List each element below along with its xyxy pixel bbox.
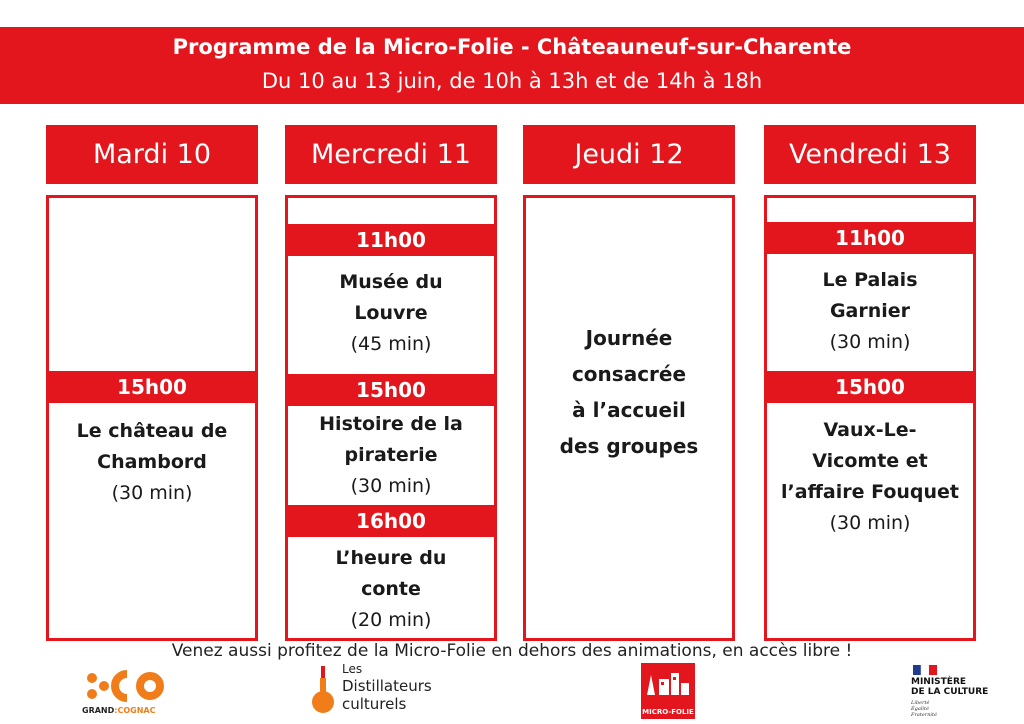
event-title: L’heure du [335,547,447,569]
distillateurs-text: Les [342,662,363,676]
page-title: Programme de la Micro-Folie - Châteauneuf-sur-Charente [172,35,852,59]
day-note-line: Journée [585,326,673,350]
footer-text: Venez aussi profitez de la Micro-Folie en dehors des animations, en accès libre ! [171,641,853,661]
day-note-line: des groupes [559,434,699,458]
ministere-culture-logo [907,663,997,721]
time-slot-badge: 11h00 [285,224,497,256]
motto-text: Liberté [911,700,930,706]
event-title: piraterie [344,444,438,466]
page-subtitle: Du 10 au 13 juin, de 10h à 13h et de 14h à 18h [261,69,763,93]
event-title: Vicomte et [812,450,928,472]
day-header-mardi: Mardi 10 [46,125,258,184]
time-slot-badge: 16h00 [285,505,497,537]
micro-folie-text: MICRO-FOLIE [642,708,694,716]
event-duration: (30 min) [829,331,911,353]
time-slot-badge: 15h00 [764,371,976,403]
micro-folie-logo [641,663,695,719]
event-title: Histoire de la [319,413,463,435]
ministere-text: MINISTÈRE [911,677,967,687]
event-block [288,409,494,502]
french-flag-icon [913,665,937,675]
event-title: Garnier [829,300,911,322]
event-title: l’affaire Fouquet [780,481,960,503]
day-note-line: consacrée [571,362,687,386]
ministere-text: DE LA CULTURE [911,687,989,697]
motto-text: Égalité [911,706,929,712]
event-title: conte [361,578,421,600]
header-banner [0,27,1024,104]
grand-cognac-text-accent: COGNAC [117,706,156,715]
event-duration: (30 min) [829,512,911,534]
motto-text: Fraternité [911,712,937,718]
event-title: Musée du [339,271,443,293]
event-block [767,265,973,358]
day-note-line: à l’accueil [572,398,686,422]
distillateurs-text: Distillateurs [342,677,432,695]
event-title: Chambord [97,451,207,473]
grand-cognac-text: GRAND [82,706,115,715]
event-duration: (30 min) [111,482,193,504]
distillateurs-logo [310,662,450,722]
time-slot-badge: 15h00 [46,371,258,403]
grand-cognac-logo: GRAND:COGNAC [82,668,182,718]
day-header-vendredi: Vendredi 13 [764,125,976,184]
event-block [288,543,494,636]
day-note [526,320,732,464]
event-duration: (20 min) [350,609,432,631]
event-title: Louvre [354,302,428,324]
day-header-jeudi: Jeudi 12 [523,125,735,184]
distillateurs-text: culturels [342,695,407,713]
time-slot-badge: 15h00 [285,374,497,406]
event-title: Le château de [76,420,228,442]
time-slot-badge: 11h00 [764,222,976,254]
event-block [767,415,973,539]
event-title: Le Palais [822,269,918,291]
event-block [49,416,255,509]
event-title: Vaux-Le- [823,419,917,441]
event-block [288,267,494,360]
still-flask-icon [310,664,336,720]
event-duration: (45 min) [350,333,432,355]
micro-folie-building-icon [641,665,695,705]
day-header-mercredi: Mercredi 11 [285,125,497,184]
event-duration: (30 min) [350,475,432,497]
